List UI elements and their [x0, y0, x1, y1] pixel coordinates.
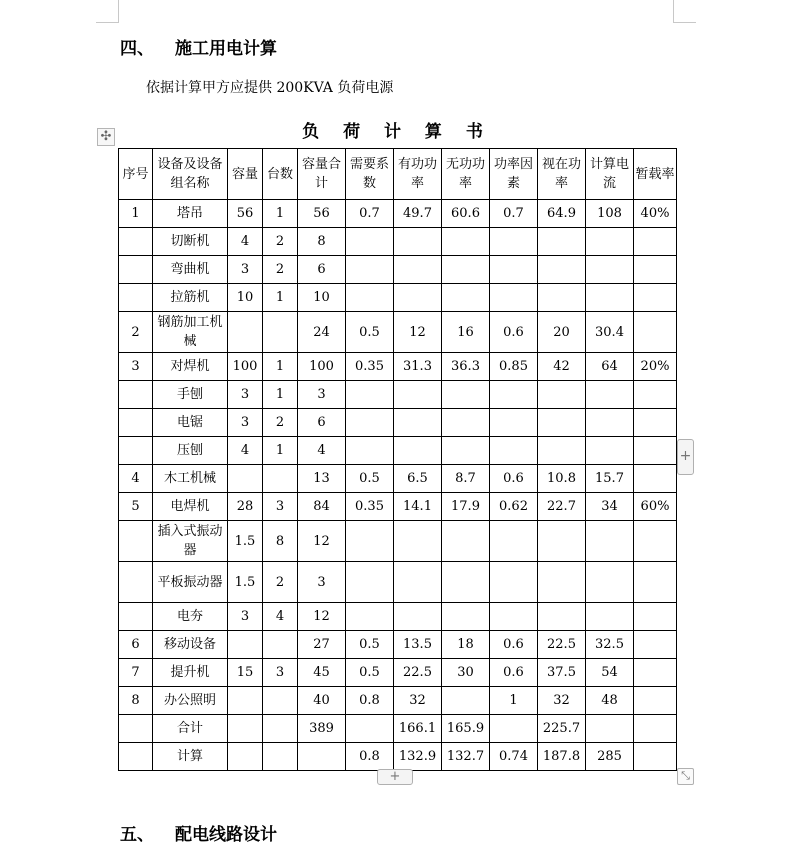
- table-cell[interactable]: 40: [298, 687, 346, 715]
- table-cell[interactable]: [263, 715, 298, 743]
- table-row: [119, 284, 677, 312]
- table-cell[interactable]: 34: [586, 493, 634, 521]
- column-header: 需要系数: [346, 149, 394, 200]
- table-row: [119, 312, 677, 353]
- table-cell[interactable]: 10: [298, 284, 346, 312]
- table-cell[interactable]: [442, 562, 490, 603]
- table-cell[interactable]: 56: [228, 200, 263, 228]
- table-cell[interactable]: 22.5: [394, 659, 442, 687]
- table-cell[interactable]: 1: [263, 200, 298, 228]
- table-cell[interactable]: 4: [119, 465, 153, 493]
- table-cell[interactable]: [634, 256, 677, 284]
- table-cell[interactable]: [119, 256, 153, 284]
- table-cell[interactable]: [634, 715, 677, 743]
- table-cell[interactable]: [346, 381, 394, 409]
- table-cell[interactable]: [586, 228, 634, 256]
- table-cell[interactable]: [538, 603, 586, 631]
- table-cell[interactable]: [263, 687, 298, 715]
- table-cell[interactable]: 60.6: [442, 200, 490, 228]
- table-cell[interactable]: [263, 631, 298, 659]
- table-row: [119, 465, 677, 493]
- table-cell[interactable]: 3: [228, 409, 263, 437]
- table-cell[interactable]: [394, 521, 442, 562]
- table-cell[interactable]: 84: [298, 493, 346, 521]
- table-cell[interactable]: 225.7: [538, 715, 586, 743]
- table-cell[interactable]: 0.5: [346, 465, 394, 493]
- section-5-title: 配电线路设计: [175, 825, 277, 845]
- table-cell[interactable]: [634, 228, 677, 256]
- table-cell[interactable]: [346, 521, 394, 562]
- table-cell[interactable]: 1: [490, 687, 538, 715]
- table-cell[interactable]: 1: [263, 437, 298, 465]
- table-row: [119, 715, 677, 743]
- table-cell[interactable]: 0.6: [490, 312, 538, 353]
- table-cell[interactable]: 对焊机: [153, 353, 228, 381]
- table-cell[interactable]: [346, 284, 394, 312]
- table-title: 负 荷 计 算 书: [302, 122, 492, 142]
- table-cell[interactable]: 3: [228, 381, 263, 409]
- table-resize-handle-icon[interactable]: ⤡: [677, 768, 694, 785]
- table-cell[interactable]: 28: [228, 493, 263, 521]
- table-cell[interactable]: 0.5: [346, 631, 394, 659]
- column-header: 无功功率: [442, 149, 490, 200]
- table-cell[interactable]: [228, 743, 263, 771]
- table-cell[interactable]: 电锯: [153, 409, 228, 437]
- table-move-handle-icon[interactable]: ✣: [97, 128, 115, 146]
- table-cell[interactable]: [490, 437, 538, 465]
- column-header: 暂载率: [634, 149, 677, 200]
- table-cell[interactable]: 合计: [153, 715, 228, 743]
- table-cell[interactable]: [490, 715, 538, 743]
- table-cell[interactable]: [119, 381, 153, 409]
- table-cell[interactable]: 49.7: [394, 200, 442, 228]
- table-cell[interactable]: [490, 521, 538, 562]
- table-cell[interactable]: 1.5: [228, 562, 263, 603]
- table-row: [119, 493, 677, 521]
- table-cell[interactable]: [538, 409, 586, 437]
- table-cell[interactable]: 32: [538, 687, 586, 715]
- table-cell[interactable]: 办公照明: [153, 687, 228, 715]
- table-cell[interactable]: [263, 465, 298, 493]
- table-cell[interactable]: 60%: [634, 493, 677, 521]
- table-cell[interactable]: 13: [298, 465, 346, 493]
- table-cell[interactable]: 187.8: [538, 743, 586, 771]
- add-row-button[interactable]: +: [377, 769, 413, 785]
- table-cell[interactable]: 13.5: [394, 631, 442, 659]
- table-cell[interactable]: [346, 603, 394, 631]
- table-cell[interactable]: 389: [298, 715, 346, 743]
- table-cell[interactable]: 3: [263, 659, 298, 687]
- section-5-number: 五、: [120, 825, 154, 845]
- table-cell[interactable]: 64: [586, 353, 634, 381]
- table-cell[interactable]: 20%: [634, 353, 677, 381]
- table-row: [119, 409, 677, 437]
- table-cell[interactable]: 5: [119, 493, 153, 521]
- table-cell[interactable]: [538, 562, 586, 603]
- table-cell[interactable]: [490, 381, 538, 409]
- table-cell[interactable]: 16: [442, 312, 490, 353]
- table-cell[interactable]: 285: [586, 743, 634, 771]
- section-4-number: 四、: [120, 39, 154, 59]
- column-header: 序号: [119, 149, 153, 200]
- table-cell[interactable]: 1: [119, 200, 153, 228]
- table-cell[interactable]: [634, 659, 677, 687]
- table-cell[interactable]: 6: [119, 631, 153, 659]
- table-cell[interactable]: 压刨: [153, 437, 228, 465]
- table-cell[interactable]: [538, 256, 586, 284]
- table-cell[interactable]: [119, 521, 153, 562]
- table-cell[interactable]: [586, 284, 634, 312]
- table-cell[interactable]: [634, 437, 677, 465]
- table-cell[interactable]: 0.74: [490, 743, 538, 771]
- table-cell[interactable]: [490, 409, 538, 437]
- table-cell[interactable]: 6: [298, 409, 346, 437]
- page-corner-mark-top-right: [673, 0, 696, 23]
- table-cell[interactable]: [394, 409, 442, 437]
- table-cell[interactable]: [634, 631, 677, 659]
- table-cell[interactable]: [442, 603, 490, 631]
- table-cell[interactable]: 20: [538, 312, 586, 353]
- table-cell[interactable]: 45: [298, 659, 346, 687]
- table-cell[interactable]: 10.8: [538, 465, 586, 493]
- table-cell[interactable]: 64.9: [538, 200, 586, 228]
- table-cell[interactable]: 1.5: [228, 521, 263, 562]
- table-cell[interactable]: [119, 743, 153, 771]
- table-cell[interactable]: 10: [228, 284, 263, 312]
- table-cell[interactable]: 100: [228, 353, 263, 381]
- table-cell[interactable]: 14.1: [394, 493, 442, 521]
- table-cell[interactable]: [119, 562, 153, 603]
- table-cell[interactable]: [394, 228, 442, 256]
- table-cell[interactable]: 0.5: [346, 659, 394, 687]
- table-cell[interactable]: [298, 743, 346, 771]
- table-row: [119, 659, 677, 687]
- table-cell[interactable]: 0.35: [346, 493, 394, 521]
- table-cell[interactable]: [586, 256, 634, 284]
- table-cell[interactable]: 132.9: [394, 743, 442, 771]
- table-cell[interactable]: 切断机: [153, 228, 228, 256]
- table-cell[interactable]: 3: [228, 603, 263, 631]
- table-cell[interactable]: [586, 521, 634, 562]
- table-cell[interactable]: [490, 228, 538, 256]
- table-row: [119, 200, 677, 228]
- table-cell[interactable]: 12: [298, 521, 346, 562]
- table-cell[interactable]: [394, 284, 442, 312]
- table-cell[interactable]: [442, 687, 490, 715]
- table-cell[interactable]: 32.5: [586, 631, 634, 659]
- table-cell[interactable]: [119, 603, 153, 631]
- table-cell[interactable]: 弯曲机: [153, 256, 228, 284]
- table-cell[interactable]: 1: [263, 284, 298, 312]
- table-cell[interactable]: 7: [119, 659, 153, 687]
- column-header: 计算电流: [586, 149, 634, 200]
- section-4-heading: [120, 34, 277, 59]
- table-cell[interactable]: [346, 409, 394, 437]
- table-cell[interactable]: 54: [586, 659, 634, 687]
- table-cell[interactable]: [634, 743, 677, 771]
- table-cell[interactable]: [634, 687, 677, 715]
- table-cell[interactable]: [586, 562, 634, 603]
- table-cell[interactable]: [634, 284, 677, 312]
- table-cell[interactable]: 15: [228, 659, 263, 687]
- table-cell[interactable]: [394, 562, 442, 603]
- table-cell[interactable]: [394, 381, 442, 409]
- table-cell[interactable]: [119, 715, 153, 743]
- table-cell[interactable]: 2: [119, 312, 153, 353]
- table-cell[interactable]: 0.5: [346, 312, 394, 353]
- table-cell[interactable]: [586, 715, 634, 743]
- table-row: [119, 437, 677, 465]
- table-cell[interactable]: 0.8: [346, 687, 394, 715]
- table-cell[interactable]: [634, 562, 677, 603]
- table-cell[interactable]: [634, 312, 677, 353]
- table-cell[interactable]: [634, 521, 677, 562]
- table-cell[interactable]: 22.5: [538, 631, 586, 659]
- table-cell[interactable]: 4: [298, 437, 346, 465]
- table-cell[interactable]: [538, 437, 586, 465]
- table-cell[interactable]: 2: [263, 409, 298, 437]
- table-cell[interactable]: 1: [263, 381, 298, 409]
- table-cell[interactable]: 1: [263, 353, 298, 381]
- table-cell[interactable]: [634, 409, 677, 437]
- table-cell[interactable]: 56: [298, 200, 346, 228]
- table-cell[interactable]: [442, 437, 490, 465]
- table-cell[interactable]: [490, 562, 538, 603]
- table-cell[interactable]: [394, 603, 442, 631]
- table-cell[interactable]: 0.6: [490, 465, 538, 493]
- table-cell[interactable]: 2: [263, 228, 298, 256]
- table-cell[interactable]: [490, 603, 538, 631]
- table-cell[interactable]: [538, 228, 586, 256]
- table-cell[interactable]: [442, 256, 490, 284]
- table-cell[interactable]: [442, 521, 490, 562]
- table-cell[interactable]: 8.7: [442, 465, 490, 493]
- table-cell[interactable]: 0.8: [346, 743, 394, 771]
- table-cell[interactable]: 42: [538, 353, 586, 381]
- table-cell[interactable]: 0.6: [490, 659, 538, 687]
- column-header: 功率因素: [490, 149, 538, 200]
- table-cell[interactable]: [119, 228, 153, 256]
- table-cell[interactable]: 塔吊: [153, 200, 228, 228]
- table-row: [119, 353, 677, 381]
- add-column-button[interactable]: +: [677, 439, 694, 475]
- table-cell[interactable]: [263, 743, 298, 771]
- table-cell[interactable]: 0.62: [490, 493, 538, 521]
- table-cell[interactable]: 166.1: [394, 715, 442, 743]
- table-cell[interactable]: 6: [298, 256, 346, 284]
- table-cell[interactable]: [538, 381, 586, 409]
- table-cell[interactable]: 15.7: [586, 465, 634, 493]
- table-cell[interactable]: 0.6: [490, 631, 538, 659]
- table-cell[interactable]: 平板振动器: [153, 562, 228, 603]
- table-cell[interactable]: 18: [442, 631, 490, 659]
- column-header: 容量合计: [298, 149, 346, 200]
- table-header-row: [119, 149, 677, 200]
- load-calculation-table: [118, 148, 677, 771]
- table-cell[interactable]: 拉筋机: [153, 284, 228, 312]
- column-header: 台数: [263, 149, 298, 200]
- table-cell[interactable]: 27: [298, 631, 346, 659]
- table-cell[interactable]: 30: [442, 659, 490, 687]
- table-cell[interactable]: [538, 521, 586, 562]
- table-cell[interactable]: [442, 284, 490, 312]
- table-cell[interactable]: [228, 715, 263, 743]
- table-cell[interactable]: 36.3: [442, 353, 490, 381]
- table-cell[interactable]: [442, 381, 490, 409]
- table-cell[interactable]: [586, 437, 634, 465]
- table-cell[interactable]: 3: [298, 381, 346, 409]
- table-cell[interactable]: [346, 228, 394, 256]
- column-header: 设备及设备组名称: [153, 149, 228, 200]
- table-cell[interactable]: 3: [263, 493, 298, 521]
- table-row: [119, 631, 677, 659]
- table-cell[interactable]: 移动设备: [153, 631, 228, 659]
- table-row: [119, 228, 677, 256]
- table-row: [119, 381, 677, 409]
- table-row: [119, 256, 677, 284]
- table-cell[interactable]: 4: [228, 228, 263, 256]
- table-cell[interactable]: 0.35: [346, 353, 394, 381]
- table-cell[interactable]: 3: [119, 353, 153, 381]
- table-cell[interactable]: 30.4: [586, 312, 634, 353]
- table-cell[interactable]: [586, 381, 634, 409]
- table-cell[interactable]: 12: [394, 312, 442, 353]
- table-cell[interactable]: [586, 409, 634, 437]
- table-cell[interactable]: 3: [298, 562, 346, 603]
- table-cell[interactable]: 4: [263, 603, 298, 631]
- table-cell[interactable]: 40%: [634, 200, 677, 228]
- table-cell[interactable]: 0.85: [490, 353, 538, 381]
- table-cell[interactable]: 24: [298, 312, 346, 353]
- table-row: [119, 521, 677, 562]
- column-header: 视在功率: [538, 149, 586, 200]
- table-cell[interactable]: [346, 562, 394, 603]
- table-cell[interactable]: [634, 603, 677, 631]
- table-cell[interactable]: [263, 312, 298, 353]
- table-cell[interactable]: [490, 256, 538, 284]
- table-cell[interactable]: [228, 687, 263, 715]
- table-row: [119, 743, 677, 771]
- table-cell[interactable]: 108: [586, 200, 634, 228]
- table-cell[interactable]: 6.5: [394, 465, 442, 493]
- page-corner-mark-top-left: [96, 0, 119, 23]
- table-cell[interactable]: 8: [119, 687, 153, 715]
- table-cell[interactable]: 32: [394, 687, 442, 715]
- table-cell[interactable]: 0.7: [490, 200, 538, 228]
- column-header: 有功功率: [394, 149, 442, 200]
- table-cell[interactable]: 3: [228, 256, 263, 284]
- table-cell[interactable]: 100: [298, 353, 346, 381]
- requirement-paragraph: 依据计算甲方应提供 200KVA 负荷电源: [146, 80, 394, 96]
- table-cell[interactable]: 8: [263, 521, 298, 562]
- table-cell[interactable]: [394, 437, 442, 465]
- table-cell[interactable]: [119, 409, 153, 437]
- table-cell[interactable]: 电夯: [153, 603, 228, 631]
- table-cell[interactable]: 计算: [153, 743, 228, 771]
- table-cell[interactable]: [119, 437, 153, 465]
- table-row: [119, 687, 677, 715]
- table-cell[interactable]: [394, 256, 442, 284]
- section-4-title: 施工用电计算: [175, 39, 277, 59]
- table-cell[interactable]: 2: [263, 256, 298, 284]
- table-cell[interactable]: [538, 284, 586, 312]
- table-cell[interactable]: [634, 381, 677, 409]
- table-cell[interactable]: [346, 437, 394, 465]
- table-cell[interactable]: 8: [298, 228, 346, 256]
- table-cell[interactable]: 木工机械: [153, 465, 228, 493]
- table-cell[interactable]: [586, 603, 634, 631]
- table-cell[interactable]: 0.7: [346, 200, 394, 228]
- table-row: [119, 562, 677, 603]
- table-cell[interactable]: 2: [263, 562, 298, 603]
- column-header: 容量: [228, 149, 263, 200]
- table-cell[interactable]: [346, 715, 394, 743]
- section-5-heading: [120, 820, 277, 845]
- table-cell[interactable]: [442, 409, 490, 437]
- table-cell[interactable]: 12: [298, 603, 346, 631]
- table-cell[interactable]: 17.9: [442, 493, 490, 521]
- table-cell[interactable]: [490, 284, 538, 312]
- table-cell[interactable]: 插入式振动器: [153, 521, 228, 562]
- table-cell[interactable]: [634, 465, 677, 493]
- table-cell[interactable]: 手刨: [153, 381, 228, 409]
- table-cell[interactable]: 165.9: [442, 715, 490, 743]
- table-cell[interactable]: [228, 465, 263, 493]
- table-cell[interactable]: [119, 284, 153, 312]
- table-cell[interactable]: 提升机: [153, 659, 228, 687]
- table-cell[interactable]: 132.7: [442, 743, 490, 771]
- table-cell[interactable]: 电焊机: [153, 493, 228, 521]
- table-cell[interactable]: 48: [586, 687, 634, 715]
- table-cell[interactable]: [228, 312, 263, 353]
- table-cell[interactable]: [442, 228, 490, 256]
- table-cell[interactable]: 31.3: [394, 353, 442, 381]
- table-cell[interactable]: 37.5: [538, 659, 586, 687]
- table-cell[interactable]: [228, 631, 263, 659]
- table-cell[interactable]: 钢筋加工机械: [153, 312, 228, 353]
- table-row: [119, 603, 677, 631]
- table-cell[interactable]: [346, 256, 394, 284]
- table-cell[interactable]: 22.7: [538, 493, 586, 521]
- table-cell[interactable]: 4: [228, 437, 263, 465]
